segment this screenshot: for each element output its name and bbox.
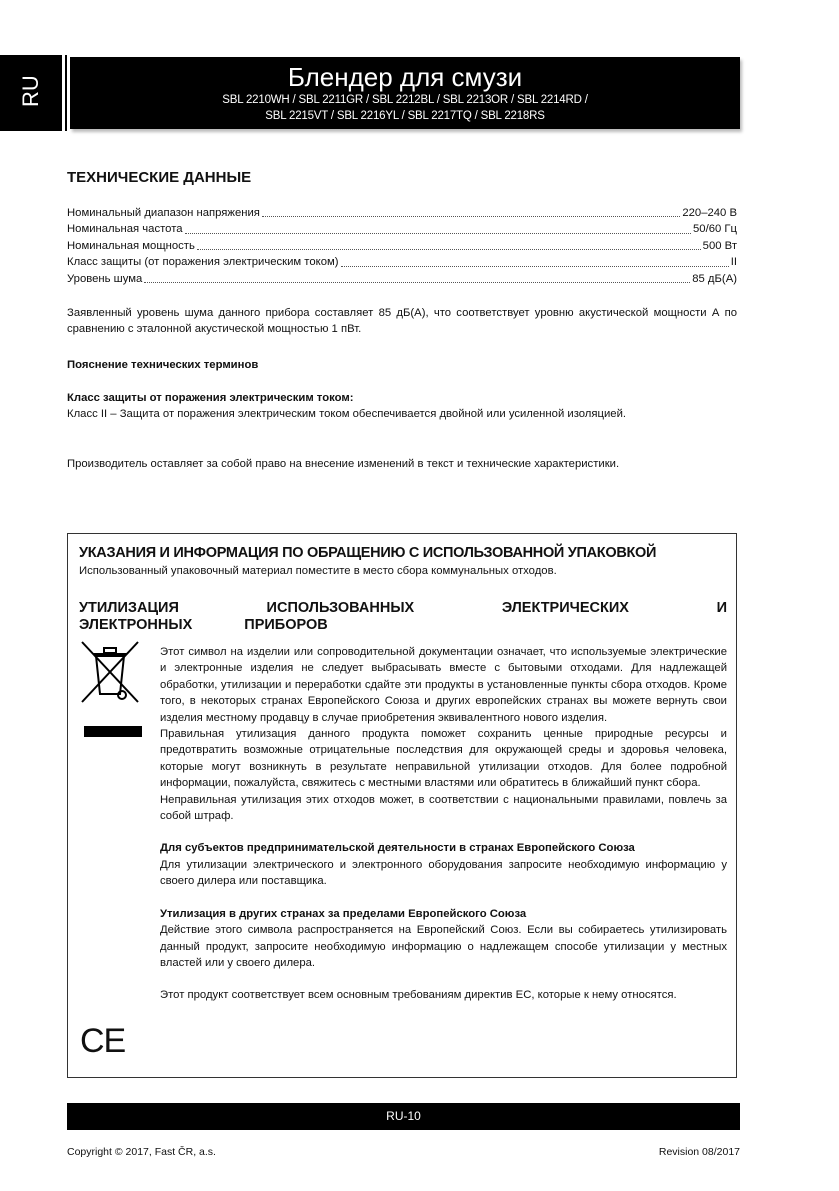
dot-leader [144,271,690,283]
crossed-bin-icon [80,640,140,704]
revision: Revision 08/2017 [658,1146,740,1158]
page-number-bar [67,1103,740,1130]
disposal-box [67,533,737,1078]
spec-value: 220–240 В [682,207,737,219]
eu-text: Для утилизации электрического и электронного оборудования запросите необходимую информацию у своего дилера или поставщика. [160,858,727,888]
spec-label: Класс защиты (от поражения электрическим током) [67,256,339,269]
divider [65,55,67,131]
class-text: Класс II – Защита от поражения электрическим током обеспечивается двойной или усиленной изоляцией. [67,408,627,420]
packaging-text: Использованный упаковочный материал поместите в место сбора коммунальных отходов. [79,565,557,577]
spec-label: Уровень шума [67,272,143,285]
disclaimer: Производитель оставляет за собой право на внесение изменений в текст и технические характеристики. [67,458,620,470]
other-text: Действие этого символа распространяется на Европейский Союз. Если вы собираетесь утилизировать данный продукт, запросите необходимую информацию о надлежащем способе утилизации у местных властей или у своего дилера. [160,924,727,969]
weee-heading: УТИЛИЗАЦИЯ ИСПОЛЬЗОВАННЫХ ЭЛЕКТРИЧЕСКИХ И ЭЛЕКТРОННЫХ ПРИБОРОВ [79,600,727,633]
spec-row [67,221,737,237]
page-number: RU-10 [386,1109,421,1123]
terms-heading [67,357,258,373]
models-line-2: SBL 2215VT / SBL 2216YL / SBL 2217TQ / SBL 2218RS [265,110,545,122]
page-title: Блендер для смузи [287,62,523,92]
language-tab [0,55,62,131]
other-heading-text: Утилизация в других странах за пределами Европейского Союза [160,907,527,920]
spec-row [67,238,737,254]
terms-heading-text: Пояснение технических терминов [67,359,259,371]
eu-heading-text: Для субъектов предпринимательской деятельности в странах Европейского Союза [160,842,635,855]
spec-row [67,205,737,221]
spec-row [67,254,737,270]
spec-value: 85 дБ(A) [692,272,737,285]
spec-value: 50/60 Гц [693,223,737,236]
noise-note: Заявленный уровень шума данного прибора составляет 85 дБ(A), что соответствует уровню акустической мощности А по сравнению с эталонной акустической мощностью 1 пВт. [67,307,737,336]
spec-value: II [730,256,737,269]
models-line-1: SBL 2210WH / SBL 2211GR / SBL 2212BL / SBL 2213OR / SBL 2214RD / [222,94,588,106]
spec-list [67,205,737,287]
copyright: Copyright © 2017, Fast ČR, a.s. [67,1146,216,1158]
tech-heading: ТЕХНИЧЕСКИЕ ДАННЫЕ [67,169,252,186]
spec-row [67,271,737,287]
black-bar-mark [84,726,142,737]
dot-leader [185,221,691,233]
spec-value: 500 Вт [702,239,737,252]
weee-paragraph-3: Неправильная утилизация этих отходов может, в соответствии с национальными правилами, повлечь за собой штраф. [160,793,727,823]
language-label: RU [18,75,43,107]
spec-label: Номинальный диапазон напряжения [67,207,260,219]
class-heading-text: Класс защиты от поражения электрическим током: [67,392,354,404]
ce-mark-icon: CE [80,1022,126,1060]
weee-paragraph-2: Правильная утилизация данного продукта поможет сохранить ценные природные ресурсы и предотвратить возможные отрицательные последствия для окружающей среды и здоровья человека, которые могут возникнуть в результате неправильной утилизации отходов. Для более подробной информации, пожалуйста, свяжитесь с местными властями или обратитесь в ближайший пункт сбора. [160,728,727,790]
packaging-heading: УКАЗАНИЯ И ИНФОРМАЦИЯ ПО ОБРАЩЕНИЮ С ИСПОЛЬЗОВАННОЙ УПАКОВКОЙ [79,545,657,561]
spec-label: Номинальная мощность [67,239,195,252]
eu-heading [160,840,727,856]
dot-leader [262,205,680,217]
other-heading [160,906,727,922]
weee-paragraph-1: Этот символ на изделии или сопроводительной документации означает, что используемые электрические и электронные изделия не следует выбрасывать вместе с бытовыми отходами. Для надлежащей обработки, утилизации и переработки сдайте эти продукты в установленные пункты сбора отходов. Кроме того, в некоторых странах Европейского Союза и других европейских странах вы можете вернуть свои изделия местному продавцу в случае приобретения эквивалентного нового изделия. [160,646,727,724]
dot-leader [341,254,729,266]
header-bar [70,57,740,129]
ce-text: Этот продукт соответствует всем основным требованиям директив ЕС, которые к нему относятся. [160,989,677,1002]
spec-label: Номинальная частота [67,223,183,236]
dot-leader [197,238,701,250]
class-heading [67,390,353,406]
